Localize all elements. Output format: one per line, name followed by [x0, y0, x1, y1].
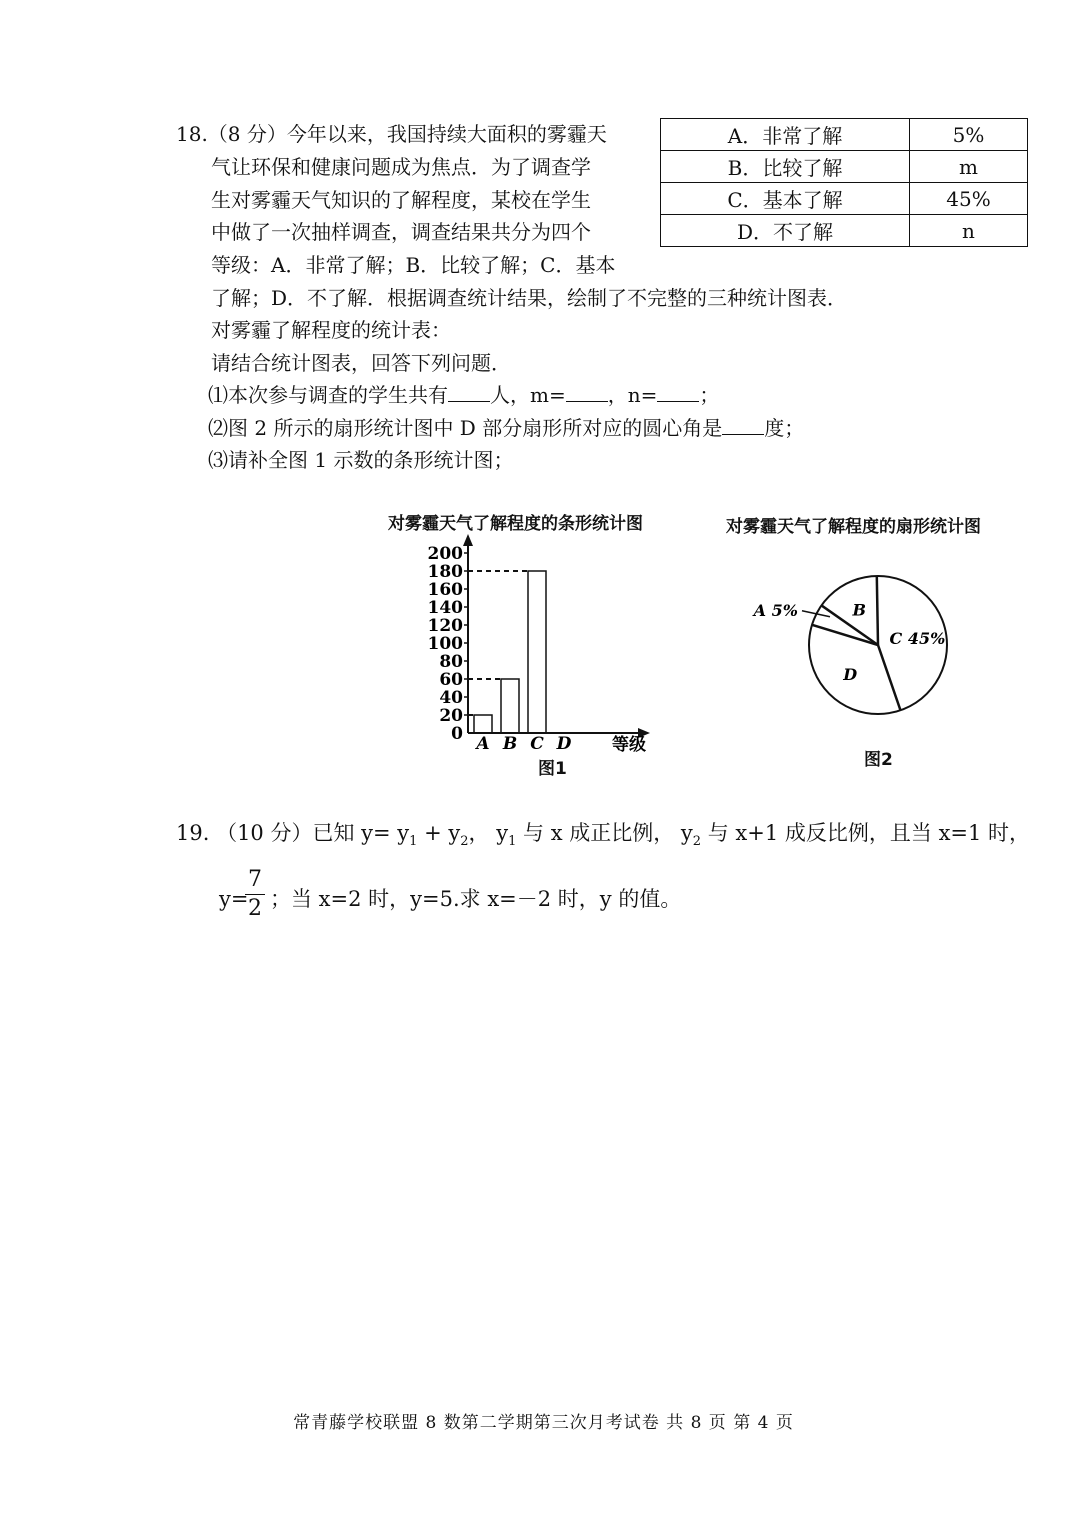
- fraction-numerator: 7: [248, 867, 262, 892]
- x-tick-label: D: [556, 734, 572, 754]
- table-row: [661, 183, 1028, 215]
- grade-table: [660, 118, 1028, 247]
- x-tick-label: A: [476, 734, 490, 754]
- pie-label-1: B: [852, 600, 866, 620]
- q18-line-1: 18.（8 分）今年以来，我国持续大面积的雾霾天: [176, 122, 607, 146]
- pie-chart-title: 对雾霾天气了解程度的扇形统计图: [726, 517, 981, 537]
- y-tick-label: 120: [427, 616, 463, 636]
- table-row: [661, 151, 1028, 183]
- pie-label-0: A 5%: [753, 600, 798, 620]
- answer-blank-m[interactable]: [566, 379, 608, 402]
- pie-label-2: C 45%: [889, 629, 946, 649]
- grade-cell: C．基本了解: [661, 183, 910, 215]
- y-tick-label: 180: [427, 562, 463, 582]
- pie-slice-boundary: [878, 645, 900, 710]
- bar-A: [474, 715, 492, 733]
- page-footer: 常青藤学校联盟 8 数第二学期第三次月考试卷 共 8 页 第 4 页: [293, 1413, 794, 1433]
- answer-blank-angle[interactable]: [722, 412, 764, 435]
- bar-chart-title: 对雾霾天气了解程度的条形统计图: [388, 514, 643, 534]
- y-axis-arrow-icon: [463, 534, 473, 546]
- q18-subquestion-2: ⑵图 2 所示的扇形统计图中 D 部分扇形所对应的圆心角是 度；: [208, 412, 804, 444]
- grade-cell: B．比较了解: [661, 151, 910, 183]
- answer-blank-total[interactable]: [448, 379, 490, 402]
- value-cell: 45%: [910, 183, 1028, 215]
- y-tick-label: 60: [439, 670, 463, 690]
- y-tick-label: 140: [427, 598, 463, 618]
- q18-line-2: 气让环保和健康问题成为焦点．为了调查学: [211, 155, 591, 179]
- bar-C: [528, 571, 546, 733]
- table-row: [661, 119, 1028, 151]
- grade-cell: D．不了解: [661, 215, 910, 247]
- bar-chart-caption: 图1: [538, 759, 567, 779]
- pie-chart: [750, 570, 960, 730]
- pie-label-3: D: [843, 664, 858, 684]
- value-cell: 5%: [910, 119, 1028, 151]
- y-tick-label: 80: [439, 652, 463, 672]
- q18-line-3: 生对雾霾天气知识的了解程度，某校在学生: [211, 188, 591, 212]
- q18-subquestion-1: ⑴本次参与调查的学生共有 人，m= ，n= ；: [208, 379, 719, 411]
- q19-y-prefix: y=: [219, 887, 249, 911]
- y-tick-label: 40: [439, 688, 463, 708]
- y-tick-label: 100: [427, 634, 463, 654]
- pie-slice-boundary: [821, 605, 878, 645]
- grade-cell: A．非常了解: [661, 119, 910, 151]
- fraction: [244, 866, 266, 923]
- pie-slice-boundary: [812, 625, 878, 645]
- x-tick-label: C: [530, 734, 544, 754]
- q18-line-7: 对雾霾了解程度的统计表：: [211, 318, 451, 342]
- table-row: [661, 215, 1028, 247]
- y-tick-label: 20: [439, 706, 463, 726]
- answer-blank-n[interactable]: [657, 379, 699, 402]
- fraction-denominator: 2: [248, 896, 262, 921]
- y-tick-label: 200: [427, 544, 463, 564]
- x-tick-label: B: [502, 734, 518, 754]
- q18-line-4: 中做了一次抽样调查，调查结果共分为四个: [211, 220, 591, 244]
- q18-line-8: 请结合统计图表，回答下列问题．: [211, 351, 511, 375]
- y-tick-label: 160: [427, 580, 463, 600]
- q19-line-1: 19. （10 分）已知 $y= y_1 + y_2$， $y_1$ 与 x 成正比例， $y_2$ 与 x+1 成反比例，且当 x=1 时，: [176, 821, 1031, 850]
- value-cell: m: [910, 151, 1028, 183]
- q19-line-2: ；当 x=2 时，y=5.求 x=－2 时，y 的值。: [270, 887, 682, 911]
- pie-slice-boundary: [877, 576, 878, 645]
- pie-chart-caption: 图2: [864, 750, 893, 770]
- x-axis-label: 等级: [612, 735, 646, 755]
- q18-line-5: 等级：A．非常了解；B．比较了解；C．基本: [211, 253, 616, 277]
- bar-chart: [420, 530, 660, 755]
- bar-B: [501, 679, 519, 733]
- value-cell: n: [910, 215, 1028, 247]
- y-tick-label: 0: [451, 724, 463, 744]
- q18-subquestion-3: ⑶请补全图 1 示数的条形统计图；: [208, 448, 514, 472]
- q18-line-6: 了解；D．不了解．根据调查统计结果，绘制了不完整的三种统计图表．: [211, 286, 848, 310]
